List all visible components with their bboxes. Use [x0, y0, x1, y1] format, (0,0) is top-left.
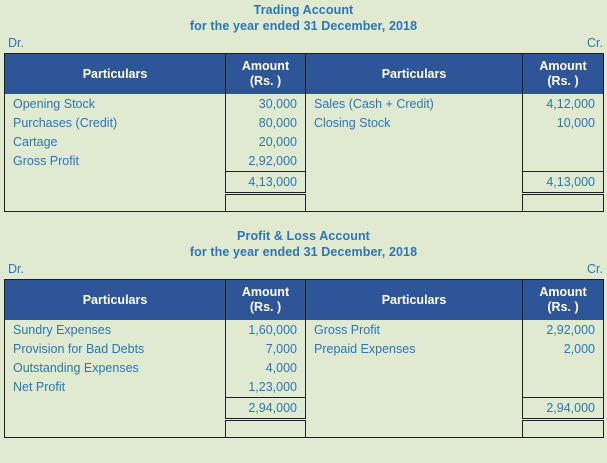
credit-total-amount: 2,94,000 [523, 398, 604, 420]
table-header-row [5, 54, 604, 95]
blank-cell [523, 420, 604, 438]
credit-amount-cell [523, 359, 604, 378]
debit-total-label [5, 172, 226, 194]
column-header-particulars-debit [5, 54, 226, 95]
page-subtitle: for the year ended 31 December, 2018 [189, 245, 418, 259]
credit-particulars-cell [306, 359, 523, 378]
column-header-amount-debit [226, 54, 306, 95]
table-row [5, 94, 604, 114]
credit-particulars-cell: Prepaid Expenses [306, 340, 523, 359]
credit-particulars-cell: Sales (Cash + Credit) [306, 94, 523, 114]
debit-particulars-cell: Cartage [5, 133, 226, 152]
column-header-particulars-debit [5, 280, 226, 321]
credit-amount-cell: 2,000 [523, 340, 604, 359]
blank-cell [306, 420, 523, 438]
credit-particulars-cell [306, 133, 523, 152]
debit-amount-cell: 1,23,000 [226, 378, 306, 398]
profit-and-loss-statement [0, 212, 607, 438]
table-header-row [5, 280, 604, 321]
blank-cell [523, 194, 604, 212]
table-row [5, 340, 604, 359]
debit-total-label [5, 398, 226, 420]
debit-amount-cell: 30,000 [226, 94, 306, 114]
debit-particulars-cell: Outstanding Expenses [5, 359, 226, 378]
column-header-particulars-credit [306, 54, 523, 95]
pl-drcr-row [0, 260, 607, 279]
page-title: Trading Account [253, 3, 354, 17]
credit-amount-cell: 4,12,000 [523, 94, 604, 114]
credit-particulars-cell: Closing Stock [306, 114, 523, 133]
column-header-label: Particulars [82, 292, 148, 307]
credit-particulars-cell: Gross Profit [306, 320, 523, 340]
column-header-label: Particulars [381, 292, 447, 307]
column-header-amount-debit [226, 280, 306, 321]
table-blank-row [5, 420, 604, 438]
table-row [5, 133, 604, 152]
debit-particulars-cell: Gross Profit [5, 152, 226, 172]
credit-amount-cell: 2,92,000 [523, 320, 604, 340]
column-header-label-line1: Amount [539, 59, 587, 73]
column-header-amount-credit [523, 280, 604, 321]
credit-total-label [306, 398, 523, 420]
table-blank-row [5, 194, 604, 212]
debit-particulars-cell: Provision for Bad Debts [5, 340, 226, 359]
table-row [5, 320, 604, 340]
table-row [5, 378, 604, 398]
debit-amount-cell: 1,60,000 [226, 320, 306, 340]
table-total-row [5, 172, 604, 194]
debit-amount-cell: 2,92,000 [226, 152, 306, 172]
debit-side-label: Dr. [8, 36, 24, 50]
trading-account-table [4, 53, 604, 212]
column-header-label-line1: Amount [241, 59, 290, 73]
table-row [5, 359, 604, 378]
debit-total-amount: 2,94,000 [226, 398, 306, 420]
credit-total-amount: 4,13,000 [523, 172, 604, 194]
debit-amount-cell: 7,000 [226, 340, 306, 359]
profit-and-loss-table [4, 279, 604, 438]
debit-particulars-cell: Opening Stock [5, 94, 226, 114]
credit-total-label [306, 172, 523, 194]
page-subtitle: for the year ended 31 December, 2018 [189, 19, 418, 33]
credit-amount-cell [523, 152, 604, 172]
credit-particulars-cell [306, 152, 523, 172]
debit-total-amount: 4,13,000 [226, 172, 306, 194]
credit-amount-cell [523, 133, 604, 152]
trading-account-statement [0, 0, 607, 212]
debit-amount-cell: 4,000 [226, 359, 306, 378]
column-header-label: Particulars [381, 66, 447, 81]
profit-and-loss-title-group [0, 228, 607, 260]
credit-particulars-cell [306, 378, 523, 398]
table-row [5, 114, 604, 133]
column-header-label-line2: (Rs. ) [249, 300, 282, 314]
page-title: Profit & Loss Account [237, 229, 370, 243]
credit-amount-cell: 10,000 [523, 114, 604, 133]
column-header-particulars-credit [306, 280, 523, 321]
blank-cell [226, 194, 306, 212]
blank-cell [306, 194, 523, 212]
table-total-row [5, 398, 604, 420]
column-header-amount-credit [523, 54, 604, 95]
credit-side-label: Cr. [587, 262, 603, 276]
column-header-label-line2: (Rs. ) [547, 74, 579, 88]
table-row [5, 152, 604, 172]
column-header-label: Particulars [82, 66, 148, 81]
blank-cell [5, 194, 226, 212]
column-header-label-line1: Amount [241, 285, 290, 299]
blank-cell [226, 420, 306, 438]
column-header-label-line1: Amount [539, 285, 587, 299]
debit-particulars-cell: Net Profit [5, 378, 226, 398]
trading-account-title-group [0, 2, 607, 34]
debit-amount-cell: 20,000 [226, 133, 306, 152]
debit-amount-cell: 80,000 [226, 114, 306, 133]
column-header-label-line2: (Rs. ) [249, 74, 282, 88]
credit-side-label: Cr. [587, 36, 603, 50]
blank-cell [5, 420, 226, 438]
debit-particulars-cell: Sundry Expenses [5, 320, 226, 340]
column-header-label-line2: (Rs. ) [547, 300, 579, 314]
trading-drcr-row [0, 34, 607, 53]
debit-side-label: Dr. [8, 262, 24, 276]
credit-amount-cell [523, 378, 604, 398]
debit-particulars-cell: Purchases (Credit) [5, 114, 226, 133]
